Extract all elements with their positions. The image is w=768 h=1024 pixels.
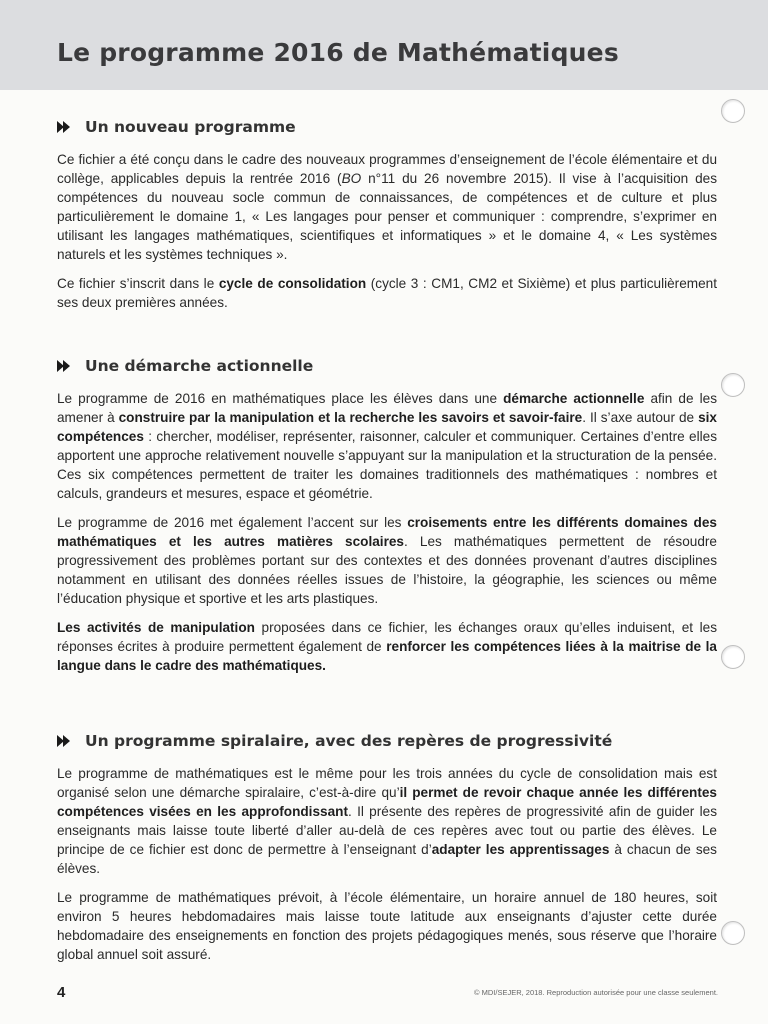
bold-text: démarche actionnelle [503,391,645,406]
binder-hole-4 [721,921,745,945]
text-run: afin de les amener à [57,391,717,425]
binder-hole-3 [721,645,745,669]
paragraph [57,150,717,264]
text-run: à chacun de ses élèves. [57,842,717,876]
paragraph [57,888,717,964]
text-run: (cycle 3 : CM1, CM2 et Sixième) et plus particulièrement ses deux premières années. [57,276,717,310]
text-run: proposées dans ce fichier, les échanges oraux qu’elles induisent, et les réponses écrites à produire permettent également de [57,620,717,654]
page-number: 4 [57,984,66,1001]
binder-hole-1 [721,99,745,123]
paragraph [57,764,717,878]
paragraph [57,389,717,503]
bold-text: renforcer les compétences liées à la maitrise de la langue dans le cadre des mathématiques. [57,639,717,673]
italic-text: BO [341,171,362,186]
section-heading-text: Un nouveau programme [85,118,296,136]
text-run: : chercher, modéliser, représenter, raisonner, calculer et communiquer. Certaines d’entre elles apportent une approche relativement nouvelle s’appuyant sur la manipulation et la structuration de la pensée. Ces six compétences permettent de traiter les domaines traditionnels des mathématiques : nombres et calculs, grandeurs et mesures, espace et géométrie. [57,429,717,501]
text-run: n°11 du 26 novembre 2015). Il vise à l’acquisition des compétences du nouveau socle commun de connaissances, de compétences et de culture et plus particulièrement le domaine 1, « Les langages pour penser et communiquer : comprendre, s’exprimer en utilisant les langages mathématiques, scientifiques et informatiques » et le domaine 4, « Les systèmes naturels et les systèmes techniques ». [57,171,717,262]
section-nouveau-programme [57,118,717,322]
double-arrow-icon [57,121,77,133]
text-run: Ce fichier s’inscrit dans le [57,276,219,291]
bold-text: cycle de consolidation [218,276,367,291]
section-demarche-actionnelle [57,357,717,685]
section-heading-text: Un programme spiralaire, avec des repères de progressivité [85,732,613,750]
double-arrow-icon [57,360,77,372]
text-run: . Il s’axe autour de [582,410,699,425]
section-heading-text: Une démarche actionnelle [85,357,314,375]
copyright-notice: © MDI/SEJER, 2018. Reproduction autorisée pour une classe seulement. [474,988,718,997]
text-run: Le programme de 2016 met également l’accent sur les [57,515,408,530]
binder-hole-2 [721,373,745,397]
section-heading [57,732,717,750]
text-run: Le programme de mathématiques prévoit, à l’école élémentaire, un horaire annuel de 180 heures, soit environ 5 heures hebdomadaires mais laisse toute latitude aux enseignants d’ajuster cette durée hebdomadaire des enseignements en fonction des projets pédagogiques menés, sous réserve que l’horaire global annuel soit assuré. [57,890,717,962]
bold-text: construire par la manipulation et la recherche les savoirs et savoir-faire [118,410,583,425]
text-run: . Il présente des repères de progressivité afin de guider les enseignants mais laisse toute liberté d’aller au-delà de ces repères avec tout ou partie des élèves. Le principe de ce fichier est donc de permettre à l’enseignant d’ [57,804,718,857]
bold-text: il permet de revoir chaque année les différentes compétences visées en les approfondissant [57,785,717,819]
text-run: . Les mathématiques permettent de résoudre progressivement des problèmes portant sur des contextes et des données provenant d’autres disciplines notamment en utilisant des données réelles issues de l’histoire, la géographie, les sciences ou même l’éducation physique et sportive et les arts plastiques. [57,534,717,606]
paragraph [57,513,717,608]
section-heading [57,118,717,136]
page-title: Le programme 2016 de Mathématiques [57,38,619,67]
bold-text: adapter les apprentissages [431,842,610,857]
section-heading [57,357,717,375]
bold-text: Les activités de manipulation [57,620,255,635]
text-run: Le programme de mathématiques est le même pour les trois années du cycle de consolidation mais est organisé selon une démarche spiralaire, c’est-à-dire qu’ [57,766,717,800]
section-programme-spiralaire [57,732,717,974]
paragraph [57,274,717,312]
paragraph [57,618,717,675]
double-arrow-icon [57,735,77,747]
text-run: Ce fichier a été conçu dans le cadre des nouveaux programmes d’enseignement de l’école élémentaire et du collège, applicables depuis la rentrée 2016 ( [57,152,717,186]
bold-text: six compétences [57,410,717,444]
bold-text: croisements entre les différents domaines des mathématiques et les autres matières scolaires [57,515,717,549]
text-run: Le programme de 2016 en mathématiques place les élèves dans une [57,391,504,406]
title-band [0,0,768,90]
